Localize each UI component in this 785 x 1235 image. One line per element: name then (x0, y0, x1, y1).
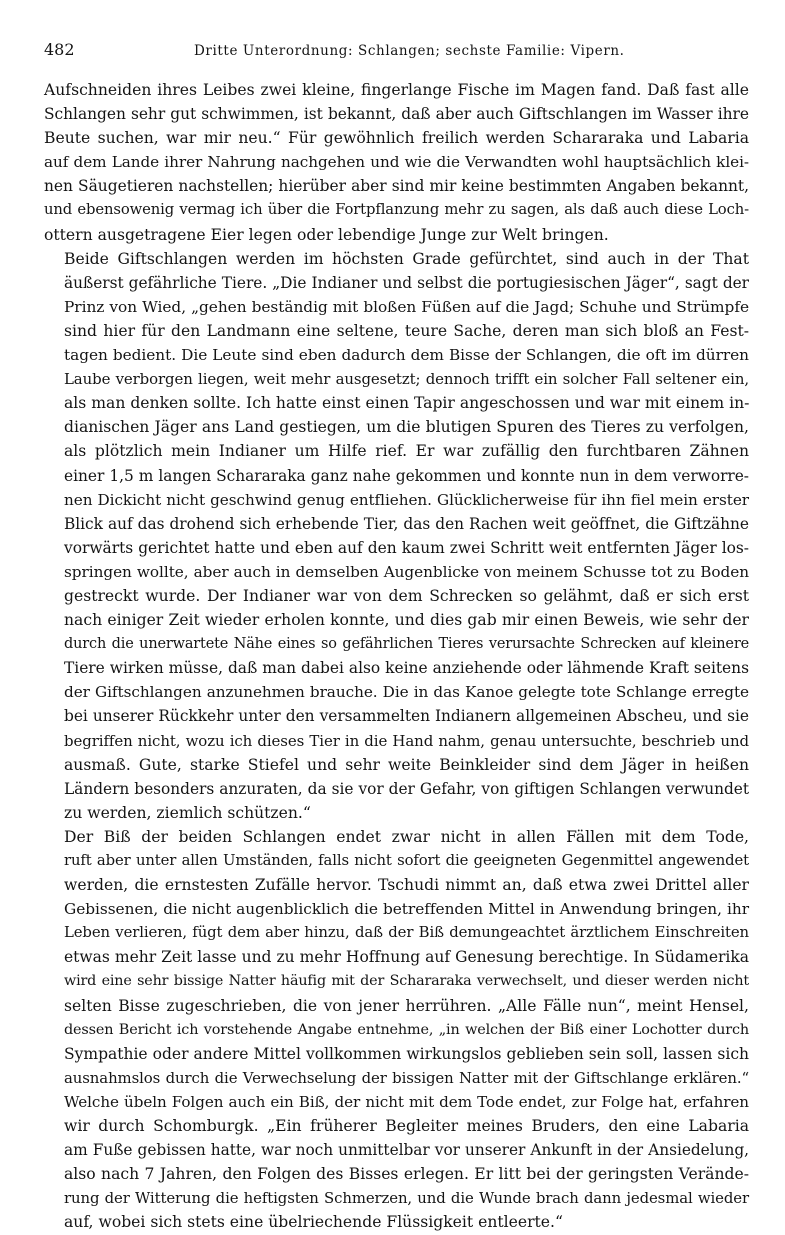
paragraph-1 (44, 78, 749, 247)
paragraph-3 (44, 825, 749, 1235)
text-line: durch die unerwartete Nähe eines so gefährlichen Tieres verursachte Schrecken auf kleinere (64, 636, 749, 653)
text-line: als plötzlich mein Indianer um Hilfe rief. Er war zufällig den furchtbaren Zähnen (64, 442, 749, 461)
text-line: Tiere wirken müsse, daß man dabei also keine anziehende oder lähmende Kraft seitens (64, 659, 749, 678)
page-number: 482 (44, 40, 75, 59)
text-line: selten Bisse zugeschrieben, die von jener herrühren. „Alle Fälle nun“, meint Hensel, (64, 996, 749, 1015)
text-line: ottern ausgetragene Eier legen oder lebendige Junge zur Welt bringen. (44, 225, 609, 244)
text-line: am Fuße gebissen hatte, war noch unmittelbar vor unserer Ankunft in der Ansiedelung, (64, 1141, 749, 1160)
text-line: Beide Giftschlangen werden im höchsten Grade gefürchtet, sind auch in der That (64, 249, 749, 268)
text-line: sind hier für den Landmann eine seltene, teure Sache, deren man sich bloß an Fest- (64, 321, 749, 340)
text-line: Aufschneiden ihres Leibes zwei kleine, fingerlange Fische im Magen fand. Daß fast alle (44, 81, 749, 99)
text-line: begriffen nicht, wozu ich dieses Tier in die Hand nahm, genau untersuchte, beschrieb und (64, 731, 749, 750)
text-line: Welche übeln Folgen auch ein Biß, der nicht mit dem Tode endet, zur Folge hat, erfahren (64, 1092, 749, 1111)
text-line: etwas mehr Zeit lasse und zu mehr Hoffnung auf Genesung berechtige. In Südamerika (64, 948, 749, 967)
text-line: wird eine sehr bissige Natter häufig mit der Schararaka verwechselt, und dieser werden nicht (64, 973, 749, 990)
text-line: dianischen Jäger ans Land gestiegen, um die blutigen Spuren des Tieres zu verfolgen, (64, 418, 749, 437)
text-line: der Giftschlangen anzunehmen brauche. Die in das Kanoe gelegte tote Schlange erregte (64, 683, 749, 702)
text-line: Prinz von Wied, „gehen beständig mit bloßen Füßen auf die Jagd; Schuhe und Strümpfe (64, 297, 749, 316)
text-line: werden, die ernstesten Zufälle hervor. Tschudi nimmt an, daß etwa zwei Drittel aller (64, 876, 749, 895)
text-line: einer 1,5 m langen Schararaka ganz nahe gekommen und konnte nun in dem verworre- (64, 466, 749, 485)
text-line: Schlangen sehr gut schwimmen, ist bekannt, daß aber auch Giftschlangen im Wasser ihre (44, 105, 749, 124)
text-line: auf, wobei sich stets eine übelriechende Flüssigkeit entleerte.“ (64, 1213, 563, 1232)
text-line: tagen bedient. Die Leute sind eben dadurch dem Bisse der Schlangen, die oft im dürren (64, 346, 749, 365)
text-line: ausmaß. Gute, starke Stiefel und sehr weite Beinkleider sind dem Jäger in heißen (64, 755, 749, 774)
body-text (44, 78, 749, 1235)
running-title: Dritte Unterordnung: Schlangen; sechste Familie: Vipern. (194, 43, 625, 59)
text-line: äußerst gefährliche Tiere. „Die Indianer und selbst die portugiesischen Jäger“, sagt der (64, 273, 749, 292)
text-line: Leben verlieren, fügt dem aber hinzu, daß der Biß demungeachtet ärztlichem Einschreiten (64, 924, 749, 942)
text-line: nen Säugetieren nachstellen; hierüber aber sind mir keine bestimmten Angaben bekannt, (44, 177, 749, 196)
paragraph-2 (44, 247, 749, 825)
text-line: Blick auf das drohend sich erhebende Tier, das den Rachen weit geöffnet, die Giftzähne (64, 514, 749, 533)
text-line: Laube verborgen liegen, weit mehr ausgesetzt; dennoch trifft ein solcher Fall seltener ein, (64, 370, 749, 389)
text-line: als man denken sollte. Ich hatte einst einen Tapir angeschossen und war mit einem in- (64, 394, 750, 413)
text-line: also nach 7 Jahren, den Folgen des Bisses erlegen. Er litt bei der geringsten Verände- (64, 1165, 749, 1184)
text-line: Sympathie oder andere Mittel vollkommen wirkungslos geblieben sein soll, lassen sich (64, 1044, 749, 1063)
text-line: Beute suchen, war mir neu.“ Für gewöhnlich freilich werden Schararaka und Labaria (44, 129, 749, 148)
text-line: rung der Witterung die heftigsten Schmerzen, und die Wunde brach dann jedesmal wieder (64, 1189, 749, 1208)
text-line: gestreckt wurde. Der Indianer war von dem Schrecken so gelähmt, daß er sich erst (64, 586, 749, 605)
text-line: ruft aber unter allen Umständen, falls nicht sofort die geeigneten Gegenmittel angewendet (64, 852, 749, 869)
text-line: wir durch Schomburgk. „Ein früherer Begleiter meines Bruders, den eine Labaria (64, 1117, 749, 1136)
text-line: vorwärts gerichtet hatte und eben auf den kaum zwei Schritt weit entfernten Jäger los- (64, 538, 749, 557)
running-header (44, 40, 749, 78)
text-line: auf dem Lande ihrer Nahrung nachgehen und wie die Verwandten wohl hauptsächlich klei- (44, 153, 749, 172)
text-line: bei unserer Rückkehr unter den versammelten Indianern allgemeinen Abscheu, und sie (64, 707, 749, 726)
text-line: nen Dickicht nicht geschwind genug entfliehen. Glücklicherweise für ihn fiel mein erster (64, 490, 749, 509)
text-line: Der Biß der beiden Schlangen endet zwar nicht in allen Fällen mit dem Tode, (64, 827, 749, 846)
text-line: und ebensowenig vermag ich über die Fortpflanzung mehr zu sagen, als daß auch diese Loch- (44, 201, 749, 219)
text-line: nach einiger Zeit wieder erholen konnte, und dies gab mir einen Beweis, wie sehr der (64, 611, 749, 630)
text-line: Gebissenen, die nicht augenblicklich die betreffenden Mittel in Anwendung bringen, ihr (64, 900, 749, 919)
text-line: Ländern besonders anzuraten, da sie vor der Gefahr, von giftigen Schlangen verwundet (64, 779, 749, 798)
text-line: ausnahmslos durch die Verwechselung der bissigen Natter mit der Giftschlange erklären.“ (64, 1068, 749, 1087)
text-line: springen wollte, aber auch in demselben Augenblicke von meinem Schusse tot zu Boden (64, 562, 749, 581)
text-line: zu werden, ziemlich schützen.“ (64, 803, 311, 822)
text-line: dessen Bericht ich vorstehende Angabe entnehme, „in welchen der Biß einer Lochotter durch (64, 1021, 749, 1038)
